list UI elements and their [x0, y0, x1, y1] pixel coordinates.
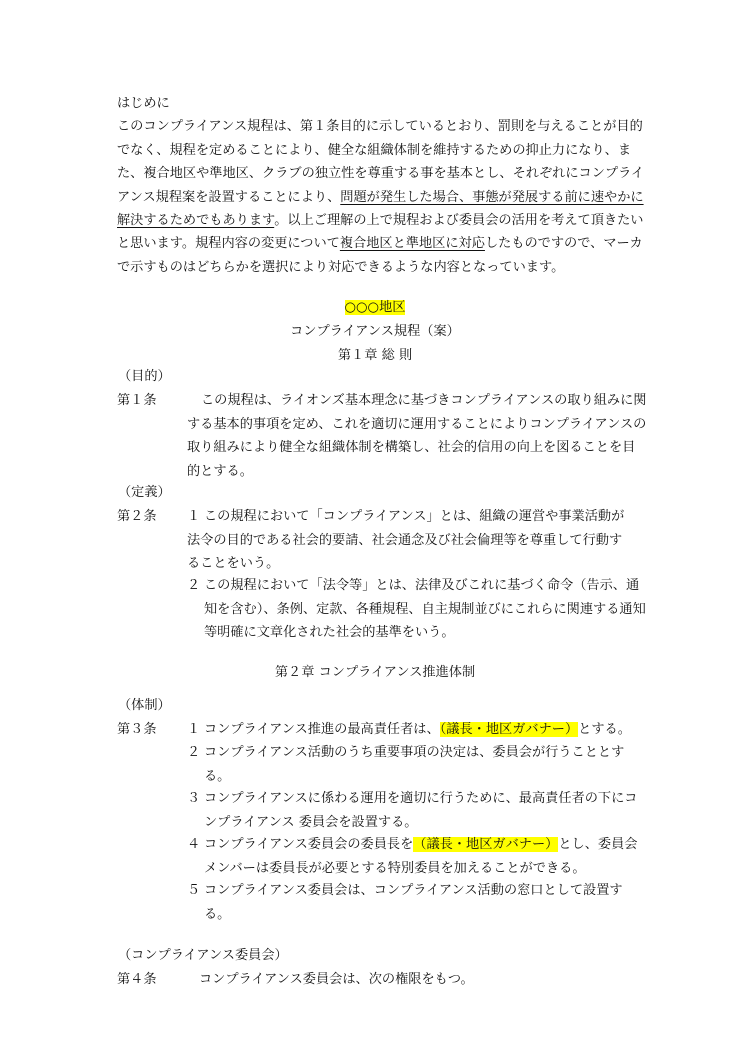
intro-text-1: このコンプライアンス規程は、第１条目的に示しているとおり、罰則を与えることが目的でなく、規程を定めることにより、健全な組織体制を維持するための抑止力になり、また、複合地区や準地区、クラブの独立性を尊重する事を基本とし、それぞれにコンプライアンス規程案を設置することにより、: [117, 119, 645, 205]
article-3-item-2-text: コンプライアンス活動のうち重要事項の決定は、委員会が行うこととする。: [204, 745, 625, 784]
district-name: ○○○地区: [344, 300, 406, 315]
article-2-item-1-number: １: [187, 509, 201, 524]
article-3-item-5-text: コンプライアンス委員会は、コンプライアンス活動の窓口として設置する。: [204, 883, 623, 922]
article-3-item-1-text-a: コンプライアンス推進の最高責任者は、: [204, 722, 440, 737]
article-3-item-4-text-a: コンプライアンス委員会の委員長を: [204, 837, 414, 852]
article-4-number: 第４条: [117, 972, 157, 987]
article-3-item-1-text-b: とする。: [578, 722, 631, 737]
article-2-item-1-text: この規程において「コンプライアンス」とは、組織の運営や事業活動が法令の目的である社会的要請、社会通念及び社会倫理等を尊重して行動することをいう。: [187, 509, 625, 571]
chapter-2-title: 第２章 コンプライアンス推進体制: [274, 665, 476, 680]
document-title: コンプライアンス規程（案）: [290, 324, 460, 339]
article-3-item-3-number: ３: [187, 791, 201, 806]
article-1-caption: （目的）: [118, 369, 171, 384]
article-2-item-2-number: ２: [187, 578, 201, 593]
intro-text-2: 。以上ご理解の上で規程および委員会の活用を考えて頂きたいと思います。規程内容の変更について: [117, 213, 644, 252]
article-4-text: コンプライアンス委員会は、次の権限をもつ。: [199, 972, 474, 987]
article-1-number: 第１条: [117, 393, 157, 408]
article-3: [117, 718, 647, 928]
intro-text-3: したものですので、マーカで示すものはどちらかを選択により対応できるような内容となっています。: [117, 236, 643, 275]
article-3-item-4-text-b: とし、委員会メンバーは委員長が必要とする特別委員を加えることができる。: [204, 837, 638, 876]
article-3-item-4-number: ４: [187, 837, 201, 852]
article-2-item-2-text: この規程において「法令等」とは、法律及びこれに基づく命令（告示、通知を含む）、条例、定款、各種規程、自主規制並びにこれらに関連する通知等明確に文章化された社会的基準をいう。: [204, 578, 646, 640]
article-3-item-1-text: [204, 718, 647, 742]
article-3-item-1-number: １: [187, 722, 201, 737]
chapter-1-title: 第１章 総 則: [337, 348, 413, 363]
article-3-item-2-number: ２: [187, 745, 201, 760]
article-3-item-1-highlight: （議長・地区ガバナー）: [439, 722, 579, 737]
article-1-text: この規程は、ライオンズ基本理念に基づきコンプライアンスの取り組みに関する基本的事項を定め、これを適切に運用することによりコンプライアンスの取り組みにより健全な組織体制を構築し、社会的信用の向上を図ることを目的とする。: [187, 393, 647, 479]
article-2: [117, 505, 647, 645]
intro-paragraph: [117, 115, 647, 279]
intro-underlined-1: 問題が発生した場合、事態が発展する前に速やかに解決するためでもあります: [117, 189, 644, 229]
article-3-caption: （体制）: [118, 698, 171, 713]
intro-section: [117, 92, 647, 279]
article-3-item-4-highlight: （議長・地区ガバナー）: [413, 837, 559, 852]
article-3-item-4-text: [204, 833, 647, 880]
article-2-number: 第２条: [117, 509, 157, 524]
district-line: [0, 296, 750, 315]
intro-underlined-2: 複合地区と準地区に対応: [339, 236, 485, 252]
article-2-caption: （定義）: [118, 485, 171, 500]
article-4: [117, 968, 647, 992]
article-1: [117, 389, 647, 485]
intro-heading: はじめに: [117, 96, 170, 111]
article-3-item-5-number: ５: [187, 883, 201, 898]
article-3-item-3-text: コンプライアンスに係わる運用を適切に行うために、最高責任者の下にコンプライアンス 委員会を設置する。: [204, 791, 638, 830]
article-3-number: 第３条: [117, 722, 157, 737]
article-4-caption: （コンプライアンス委員会）: [118, 948, 288, 963]
